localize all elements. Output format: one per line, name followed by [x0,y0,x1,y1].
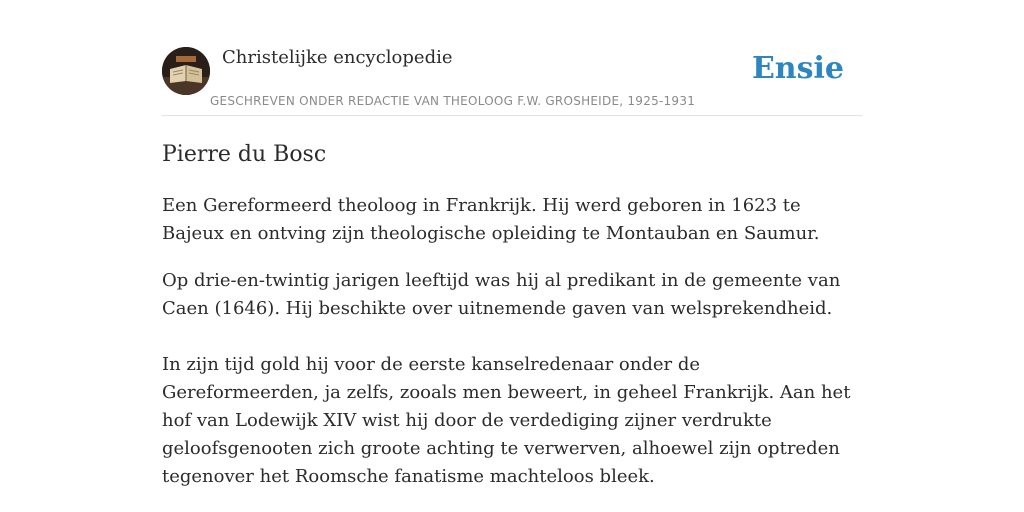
source-subtitle: GESCHREVEN ONDER REDACTIE VAN THEOLOOG F.W. GROSHEIDE, 1925-1931 [210,94,696,108]
entry-body [162,192,862,491]
entry-paragraph: Een Gereformeerd theoloog in Frankrijk. Hij werd geboren in 1623 te Bajeux en ontving zijn theologische opleiding te Montauban en Saumur. [162,195,820,244]
entry-paragraph: Op drie-en-twintig jarigen leeftijd was hij al predikant in de gemeente van Caen (1646). Hij beschikte over uitnemende gaven van welsprekendheid. [162,270,841,319]
entry-paragraph: In zijn tijd gold hij voor de eerste kanselredenaar onder de Gereformeerden, ja zelfs, zooals men beweert, in geheel Frankrijk. Aan het hof van Lodewijk XIV wist hij door de verdediging zijner verdrukte geloofsgenooten zich groote achting te verwerven, alhoewel zijn optreden tegenover het Roomsche fanatisme machteloos bleek. [162,354,851,487]
book-open-icon [162,47,210,95]
entry-title: Pierre du Bosc [162,142,327,167]
brand-logo[interactable]: Ensie [751,51,844,86]
header-divider [162,115,862,116]
source-title[interactable]: Christelijke encyclopedie [222,47,453,68]
